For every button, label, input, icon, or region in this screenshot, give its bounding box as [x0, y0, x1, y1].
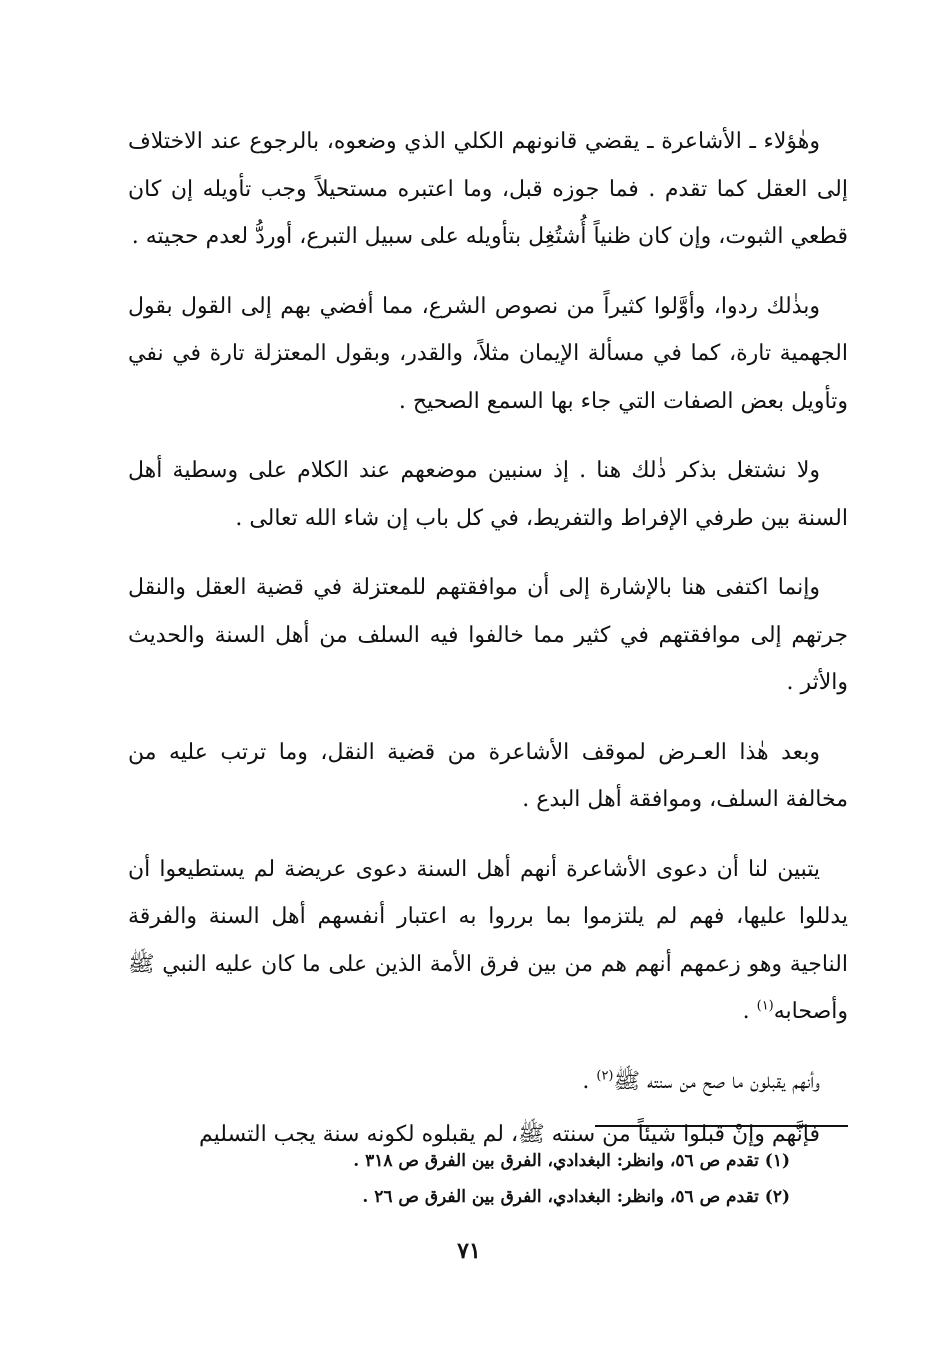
paragraph: [128, 1058, 848, 1106]
paragraph: [128, 846, 848, 1036]
paragraph: ولا نشتغل بذكر ذٰلك هنا . إذ سنبين موضعهم عند الكلام على وسطية أهل السنة بين طرفي الإفراط والتفريط، في كل باب إن شاء الله تعالى .: [128, 458, 848, 531]
footnotes: [128, 1143, 790, 1215]
paragraph-end: .: [742, 999, 757, 1024]
paragraph-text: يتبين لنا أن دعوى الأشاعرة أنهم أهل السنة دعوى عريضة لم يستطيعوا أن يدللوا عليها، فهم لم يلتزموا بما برروا به اعتبار أنفسهم أهل السنة والفرقة الناجية وهو زعمهم أنهم هم من بين فرق الأمة الذين على ما كان عليه النبي ﷺ وأصحابه: [128, 856, 848, 1024]
paragraph-text: وأنهم يقبلون ما صح من سنته ﷺ: [613, 1068, 820, 1094]
page-number: ٧١: [457, 1238, 481, 1264]
paragraph: وهٰؤلاء ـ الأشاعرة ـ يقضي قانونهم الكلي الذي وضعوه، بالرجوع عند الاختلاف إلى العقل كما تقدم . فما جوزه قبل، وما اعتبره مستحيلاً وجب تأويله إن كان قطعي الثبوت، وإن كان ظنياً أُشتُغِل بتأويله على سبيل التبرع، أوردُّ لعدم حجيته .: [128, 129, 848, 249]
footnote-separator: [595, 1125, 848, 1127]
footnote: (١) تقدم ص ٥٦، وانظر: البغدادي، الفرق بين الفرق ص ٣١٨ .: [353, 1151, 790, 1171]
body-text: [128, 118, 848, 1181]
paragraph-end: .: [582, 1068, 597, 1094]
paragraph: وإنما اكتفى هنا بالإشارة إلى أن موافقتهم للمعتزلة في قضية العقل والنقل جرتهم إلى موافقتهم في كثير مما خالفوا فيه السلف من أهل السنة والحديث والأثر .: [128, 575, 848, 695]
paragraph: وبذٰلك ردوا، وأوَّلوا كثيراً من نصوص الشرع، مما أفضي بهم إلى القول بقول الجهمية تارة، كما في مسألة الإيمان مثلاً، والقدر، وبقول المعتزلة تارة في نفي وتأويل بعض الصفات التي جاء بها السمع الصحيح .: [128, 293, 848, 414]
footnote-reference[interactable]: (٢): [596, 1068, 614, 1084]
footnote: (٢) تقدم ص ٥٦، وانظر: البغدادي، الفرق بين الفرق ص ٢٦ .: [362, 1187, 790, 1207]
footnote-reference[interactable]: (١): [756, 998, 774, 1014]
paragraph: وبعد هٰذا العـرض لموقف الأشاعرة من قضية النقل، وما ترتب عليه من مخالفة السلف، وموافقة أهل البدع .: [128, 739, 848, 812]
paragraph: فإنَّهم وإنْ قبلوا شيئاً من سنته ﷺ، لم يقبلوه لكونه سنة يجب التسليم: [199, 1122, 820, 1147]
